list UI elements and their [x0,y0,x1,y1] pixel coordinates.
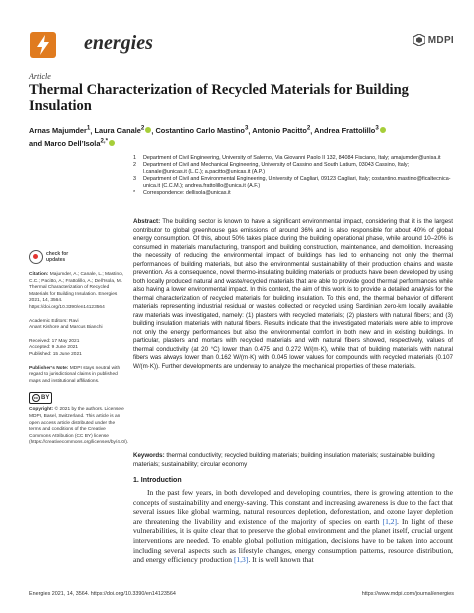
author-4[interactable] [314,126,386,135]
updates-line1: check for [46,251,69,257]
author-affiliation-mark: 3 [375,125,379,132]
author-affiliation-mark: 2,* [100,137,108,145]
author-name: Arnas Majumder [29,126,87,136]
author-affiliation-mark: 2 [140,125,145,132]
author-name: Laura Canale [94,126,141,136]
author-separator: , [90,126,95,136]
author-2[interactable] [155,126,248,135]
author-separator: , [310,126,315,136]
abstract [133,218,453,371]
affiliation-3 [133,190,453,197]
mdpi-text: MDPI [427,34,454,46]
affiliation-text: Department of Civil and Environmental Engineering, University of Cagliari, 09123 Cagliari, Italy; costantino.mastino@ficaltecnica-unica.it (C.C.M.); andrea.frattolillo@unica.it (A.F.) [143,176,451,189]
author-name: Antonio Pacitto [252,126,307,136]
publisher-note [29,366,127,386]
article-type: Article [29,72,51,81]
editors-block [29,319,127,332]
published-date: Published: 15 June 2021 [29,351,82,357]
author-name: and Marco Dell’Isola [29,138,101,148]
citation-block [29,272,127,312]
affiliation-2 [133,176,453,190]
affiliation-text: Department of Civil and Mechanical Engineering, University of Cassino and South Latium, 03043 Cassino, Italy; l.canale@unicas.it (L.C.); a.pacitto@unicas.it (A.P.) [143,162,410,175]
footer-journal-link[interactable]: https://www.mdpi.com/journal/energies [361,591,454,597]
affiliation-mark: * [133,190,136,196]
article-sidebar [29,250,127,454]
author-name: Costantino Carlo Mastino [155,126,245,136]
keywords-text: thermal conductivity; recycled building materials; building insulation materials; sustainable building materials; sustainability; circular economy [133,452,435,468]
copyright-label: Copyright: [29,407,54,413]
citation-link-2[interactable]: [1,3] [233,555,249,565]
introduction-text [133,488,453,565]
page-footer [29,591,454,597]
intro-text-3: . It is well known that [248,555,314,565]
citation-label: Citation: [29,272,49,277]
author-affiliation-mark: 1 [86,125,91,132]
citation-text: Majumder, A.; Canale, L.; Mastino, C.C.; Pacitto, A.; Frattolillo, A.; Dell’Isola, M. Thermal Characterization of Recycled Materials for Building Insulation. Energies 2021, 14, 3564. https://doi.org/10.3390/en14123564 [29,272,124,310]
author-separator: , [248,126,253,136]
affiliation-text: Correspondence: dellisola@unicas.it [143,190,231,196]
affiliation-mark: 2 [133,162,136,168]
author-affiliation-mark: 2 [306,125,311,132]
affiliations [133,155,453,197]
orcid-icon[interactable] [380,127,386,133]
author-name: Andrea Frattolillo [314,126,376,136]
dates-block [29,339,127,359]
editors-label: Academic Editors: Ravi [29,318,79,324]
affiliation-1 [133,162,453,176]
author-list [29,124,449,149]
updates-line2: updates [46,257,66,263]
affiliation-text: Department of Civil Engineering, University of Salerno, Via Giovanni Paolo II 132, 84084 Fisciano, Italy; amajumder@unisa.it [143,155,441,161]
cc-icon: cc [32,394,40,402]
abstract-label: Abstract: [133,218,161,225]
abstract-text: The building sector is known to have a significant environmental impact, considering that it is the largest contributor to global greenhouse gas emissions of around 36% and is also responsible for about 40% of global energy consumption. Of this, about 50% takes place during the building operational phase, while around 10–20% is consumed in materials manufacturing, transport and building construction, maintenance, and demolition. Increasing the necessity of reducing the environmental impact of buildings has led to enhancing not only the thermal performances of building materials, but also the environmental sustainability of their production chains and waste prevention. As a consequence, novel thermo-insulating building materials or products have been developed by using both locally produced natural and waste/recycled materials that are able to provide good thermal performances while also having a lower environmental impact. In this context, the aim of this work is to provide a detailed analysis for the thermal characterization of recycled materials for building insulation. To this end, the thermal behavior of different materials representing industrial residual or wastes collected or recycled using Sardinian zero-km locally available raw materials was investigated, namely: (1) plasters with recycled materials; (2) plasters with natural fibers; and (3) building insulation materials with natural fibers. Results indicate that the investigated materials were able to improve not only the energy performances but also the environmental comfort in both new and in existing buildings. In particular, plasters and mortars with recycled materials and with natural fibers showed, respectively, values of thermal conductivity (at 20 °C) lower than 0.475 and 0.272 W/(m·K), while that of building materials with natural fibers was always lower than 0.162 W/(m·K) with 0.045 lower values for compounds with recycled materials (0.107 W/(m·K)). Further developments are underway to analyze the mechanical properties of these materials. [133,218,453,370]
intro-text-2: . In light of these vulnerabilities, it is quite clear that to preserve the global environment and the planet itself, crucial urgent interventions are needed. To enable global pollution mitigation, decisions have to be taken into account including several aspects such as lifestyle changes, energy consumption patterns, resource distribution, and energy efficiency production [133,516,453,565]
check-updates-icon [29,250,43,264]
keywords-label: Keywords: [133,452,165,459]
cc-by-license-badge[interactable] [29,392,52,404]
copyright-block [29,407,127,447]
author-3[interactable] [252,126,310,135]
check-updates-button[interactable] [29,250,127,264]
author-1[interactable] [94,126,151,135]
note-text: MDPI stays neutral with regard to jurisdictional claims in published maps and institutional affiliations. [29,365,121,384]
orcid-icon[interactable] [109,140,115,146]
note-label: Publisher’s Note: [29,365,69,371]
article-title: Thermal Characterization of Recycled Materials for Building Insulation [29,82,409,114]
affiliation-mark: 1 [133,155,136,161]
citation-link-1[interactable]: [1,2] [382,516,397,526]
energies-logo-icon [30,32,56,58]
footer-citation: Energies 2021, 14, 3564. https://doi.org/10.3390/en14123564 [29,591,176,597]
copyright-text: © 2021 by the authors. Licensee MDPI, Basel, Switzerland. This article is an open access article distributed under the terms and conditions of the Creative Commons Attribution (CC BY) license (https://creativecommons.org/licenses/by/4.0/). [29,407,129,446]
keywords [133,452,453,469]
author-5[interactable] [29,139,115,148]
affiliation-mark: 3 [133,176,136,182]
journal-header [24,28,454,64]
author-affiliation-mark: 3 [244,125,249,132]
mdpi-logo-icon [413,34,425,46]
author-0[interactable] [29,126,90,135]
cc-by-text: BY [41,395,50,402]
mdpi-logo [413,34,454,46]
received-date: Received: 17 May 2021 [29,338,80,344]
accepted-date: Accepted: 9 June 2021 [29,345,79,351]
editors-text: Anant Kishore and Marcus Bianchi [29,325,103,331]
affiliation-0 [133,155,453,162]
author-separator: , [151,126,156,136]
intro-text-1: In the past few years, in both developed and developing countries, there is growing attention to the concepts of sustainability and energy-saving. This constant and increasing awareness is due to the fact that several issues like global warming, natural resources depletion, deforestation, and ozone layer depletion are threatening the livability and existence of the majority of species on earth [133,488,453,526]
section-heading-introduction: 1. Introduction [133,477,182,484]
journal-name: energies [84,32,153,54]
